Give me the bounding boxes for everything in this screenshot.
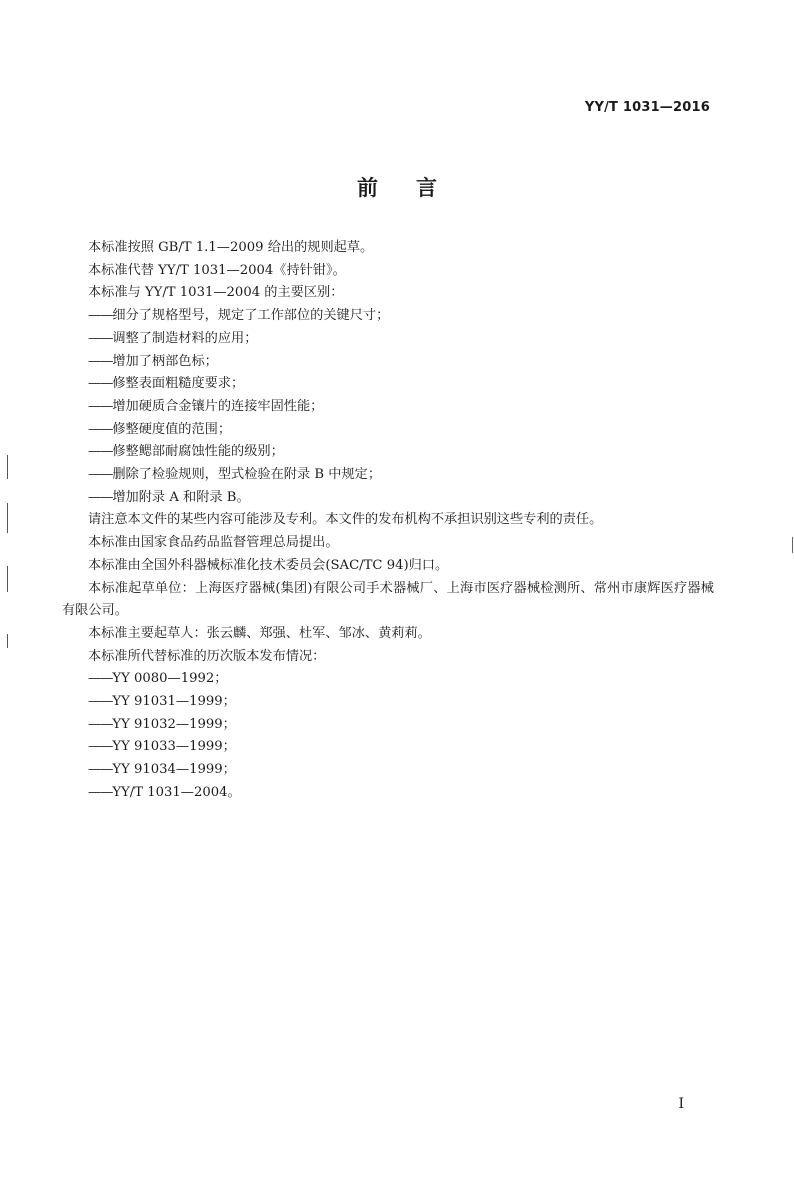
- scan-margin-mark: [7, 455, 8, 479]
- dash-mark: ——: [88, 376, 113, 392]
- paragraph-drafters: 本标准主要起草人：张云麟、郑强、杜军、邹冰、黄莉莉。: [88, 625, 431, 641]
- dash-mark: ——: [88, 467, 113, 483]
- page-number: I: [678, 1096, 684, 1112]
- difference-item: ——调整了制造材料的应用；: [88, 330, 258, 346]
- paragraph-drafting-units: 本标准起草单位：上海医疗器械(集团)有限公司手术器械厂、上海市医疗器械检测所、常州市康辉医疗器械有限公司。: [62, 580, 714, 619]
- difference-item: ——细分了规格型号，规定了工作部位的关键尺寸；: [88, 308, 390, 324]
- scan-margin-mark: [792, 537, 793, 553]
- body-text: [62, 237, 714, 805]
- page-title: 前言: [357, 176, 475, 200]
- standard-number: YY/T 1031—2016: [584, 100, 710, 115]
- difference-item: ——增加附录 A 和附录 B。: [88, 489, 250, 505]
- dash-mark: ——: [88, 398, 113, 414]
- paragraph-differences-intro: 本标准与 YY/T 1031—2004 的主要区别：: [88, 285, 344, 301]
- dash-mark: ——: [88, 784, 113, 800]
- scan-margin-mark: [7, 503, 8, 533]
- dash-mark: ——: [88, 716, 113, 732]
- dash-mark: ——: [88, 739, 113, 755]
- difference-item: ——修整硬度值的范围；: [88, 421, 232, 437]
- dash-mark: ——: [88, 353, 113, 369]
- scan-margin-mark: [7, 634, 8, 648]
- difference-item: ——增加了柄部色标；: [88, 353, 218, 369]
- dash-mark: ——: [88, 762, 113, 778]
- difference-item: ——修整鳃部耐腐蚀性能的级别；: [88, 444, 284, 460]
- dash-mark: ——: [88, 444, 113, 460]
- paragraph-committee: 本标准由全国外科器械标准化技术委员会(SAC/TC 94)归口。: [88, 557, 449, 573]
- history-item: ——YY 91033—1999；: [88, 739, 236, 755]
- dash-mark: ——: [88, 489, 113, 505]
- history-item: ——YY 91034—1999；: [88, 762, 236, 778]
- dash-mark: ——: [88, 330, 113, 346]
- history-item: ——YY/T 1031—2004。: [88, 784, 241, 800]
- difference-item: ——修整表面粗糙度要求；: [88, 376, 245, 392]
- dash-mark: ——: [88, 421, 113, 437]
- history-item: ——YY 91031—1999；: [88, 694, 236, 710]
- history-item: ——YY 0080—1992；: [88, 671, 228, 687]
- paragraph-proposed-by: 本标准由国家食品药品监督管理总局提出。: [88, 535, 339, 551]
- history-item: ——YY 91032—1999；: [88, 716, 236, 732]
- dash-mark: ——: [88, 308, 113, 324]
- paragraph-replaces: 本标准代替 YY/T 1031—2004《持针钳》。: [88, 262, 346, 278]
- dash-mark: ——: [88, 694, 113, 710]
- paragraph-history-intro: 本标准所代替标准的历次版本发布情况：: [88, 648, 326, 664]
- paragraph-drafting-rules: 本标准按照 GB/T 1.1—2009 给出的规则起草。: [88, 240, 374, 255]
- scan-margin-mark: [7, 566, 8, 592]
- dash-mark: ——: [88, 671, 113, 687]
- difference-item: ——增加硬质合金镶片的连接牢固性能；: [88, 398, 324, 414]
- difference-item: ——删除了检验规则，型式检验在附录 B 中规定；: [88, 467, 382, 483]
- paragraph-patent-notice: 请注意本文件的某些内容可能涉及专利。本文件的发布机构不承担识别这些专利的责任。: [88, 512, 603, 528]
